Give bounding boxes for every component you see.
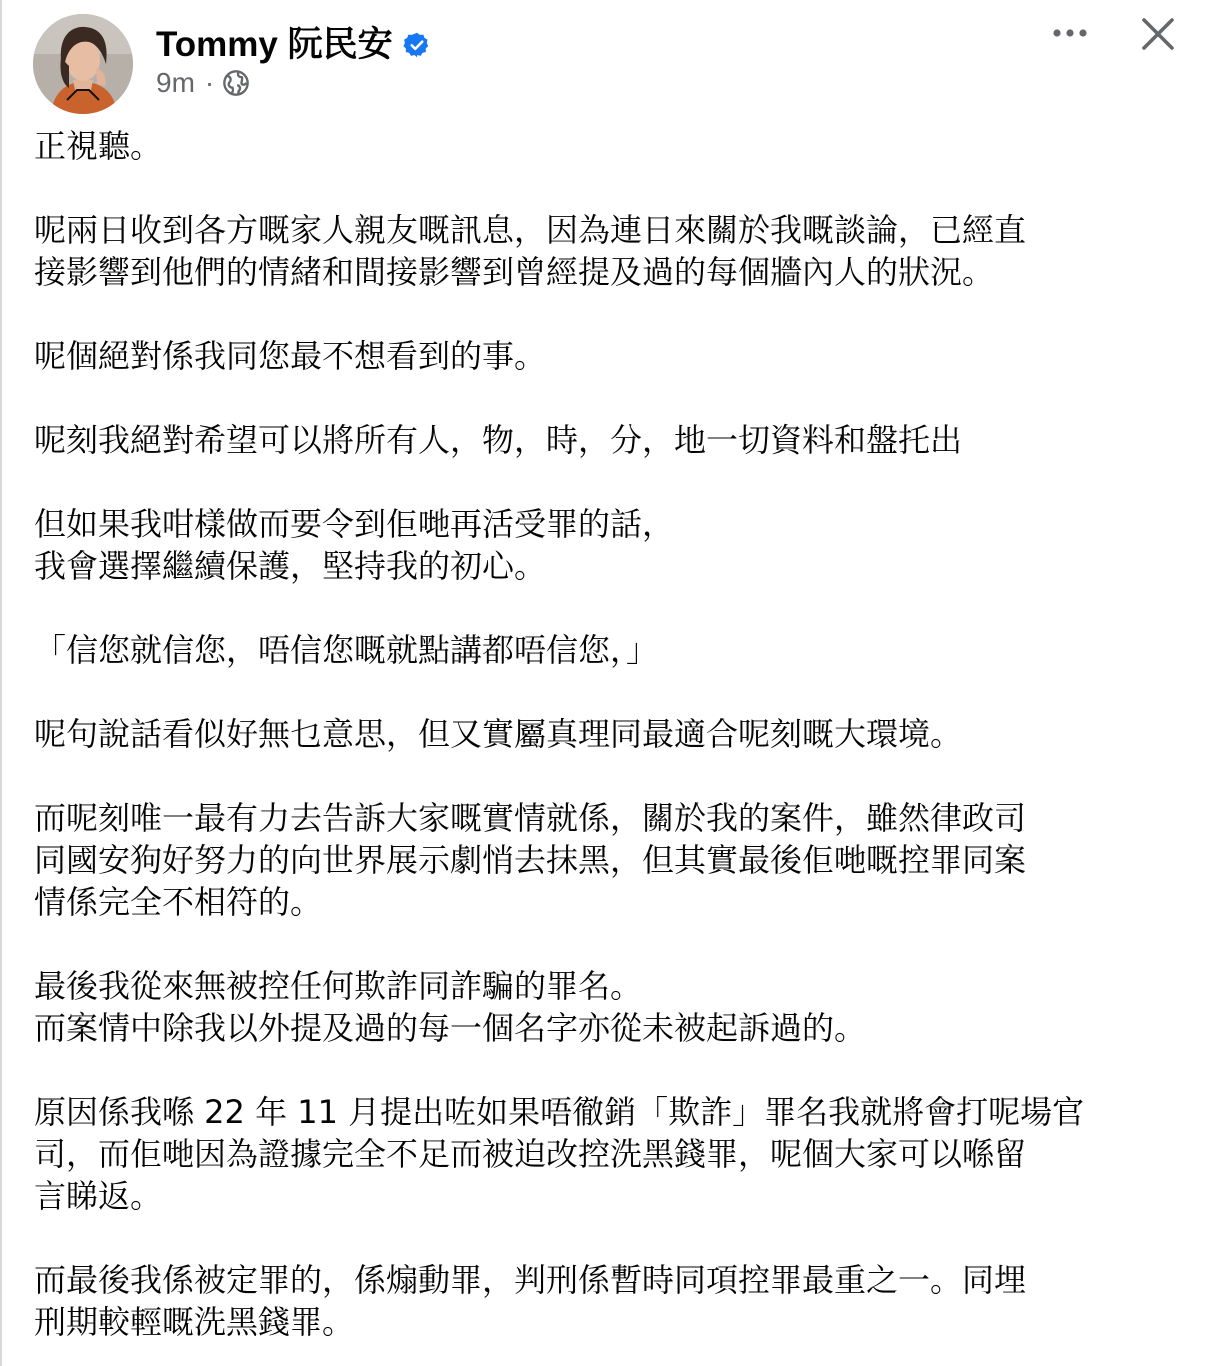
post-text-line: 但如果我咁樣做而要令到佢哋再活受罪的話， xyxy=(34,505,675,543)
close-button[interactable] xyxy=(1136,12,1180,56)
post-paragraph xyxy=(34,629,1184,671)
avatar[interactable] xyxy=(33,14,133,114)
post-meta xyxy=(156,66,250,100)
post-text-line: 最後我從來無被控任何欺詐同詐騙的罪名。 xyxy=(34,967,643,1005)
author-name-row[interactable] xyxy=(156,22,431,68)
post-text-line: 接影響到他們的情緒和間接影響到曾經提及過的每個牆內人的狀況。 xyxy=(34,253,995,291)
post-text-line: 呢個絕對係我同您最不想看到的事。 xyxy=(34,337,547,375)
post-text-line: 呢刻我絕對希望可以將所有人，物，時，分，地一切資料和盤托出 xyxy=(34,421,963,459)
left-edge-divider xyxy=(0,0,2,1366)
post-text-line: 「信您就信您，唔信您嘅就點講都唔信您，」 xyxy=(34,631,659,669)
post-paragraph xyxy=(34,419,1184,461)
post-body xyxy=(34,125,1184,1343)
post-text-line: 原因係我喺 22 年 11 月提出咗如果唔徹銷「欺詐」罪名我就將會打呢場官 xyxy=(34,1093,1085,1131)
author-name[interactable]: Tommy 阮民安 xyxy=(156,25,393,64)
post-timestamp[interactable]: 9m xyxy=(156,67,195,98)
post-paragraph xyxy=(34,209,1184,293)
post-header xyxy=(0,0,1209,120)
globe-icon[interactable] xyxy=(222,69,250,97)
post-text-line: 刑期較輕嘅洗黑錢罪。 xyxy=(34,1303,355,1341)
avatar-image xyxy=(33,14,133,114)
post-paragraph xyxy=(34,125,1184,167)
post-text-line: 司，而佢哋因為證據完全不足而被迫改控洗黑錢罪，呢個大家可以喺留 xyxy=(34,1135,1027,1173)
post-paragraph xyxy=(34,1091,1184,1217)
post-paragraph xyxy=(34,1259,1184,1343)
post-text-line: 而案情中除我以外提及過的每一個名字亦從未被起訴過的。 xyxy=(34,1009,867,1047)
post-text-line: 正視聽。 xyxy=(34,127,163,165)
post-paragraph xyxy=(34,713,1184,755)
post-text-line: 而最後我係被定罪的，係煽動罪，判刑係暫時同項控罪最重之一。同埋 xyxy=(34,1261,1027,1299)
verified-badge-icon xyxy=(403,31,431,59)
post-text-line: 呢兩日收到各方嘅家人親友嘅訊息，因為連日來關於我嘅談論，已經直 xyxy=(34,211,1027,249)
post-paragraph xyxy=(34,965,1184,1049)
post-text-line: 言睇返。 xyxy=(34,1177,163,1215)
post-text-line: 同國安狗好努力的向世界展示劇悄去抹黑，但其實最後佢哋嘅控罪同案 xyxy=(34,841,1027,879)
post-text-line: 呢句說話看似好無乜意思，但又實屬真理同最適合呢刻嘅大環境。 xyxy=(34,715,963,753)
more-options-icon xyxy=(1052,28,1088,38)
meta-separator: · xyxy=(204,67,215,98)
post-paragraph xyxy=(34,503,1184,587)
more-options-button[interactable] xyxy=(1046,18,1094,48)
close-icon xyxy=(1141,17,1175,51)
post-text-line: 情係完全不相符的。 xyxy=(34,883,323,921)
post-text-line: 而呢刻唯一最有力去告訴大家嘅實情就係，關於我的案件，雖然律政司 xyxy=(34,799,1027,837)
post-text-line: 我會選擇繼續保護，堅持我的初心。 xyxy=(34,547,547,585)
post-paragraph xyxy=(34,797,1184,923)
post-paragraph xyxy=(34,335,1184,377)
